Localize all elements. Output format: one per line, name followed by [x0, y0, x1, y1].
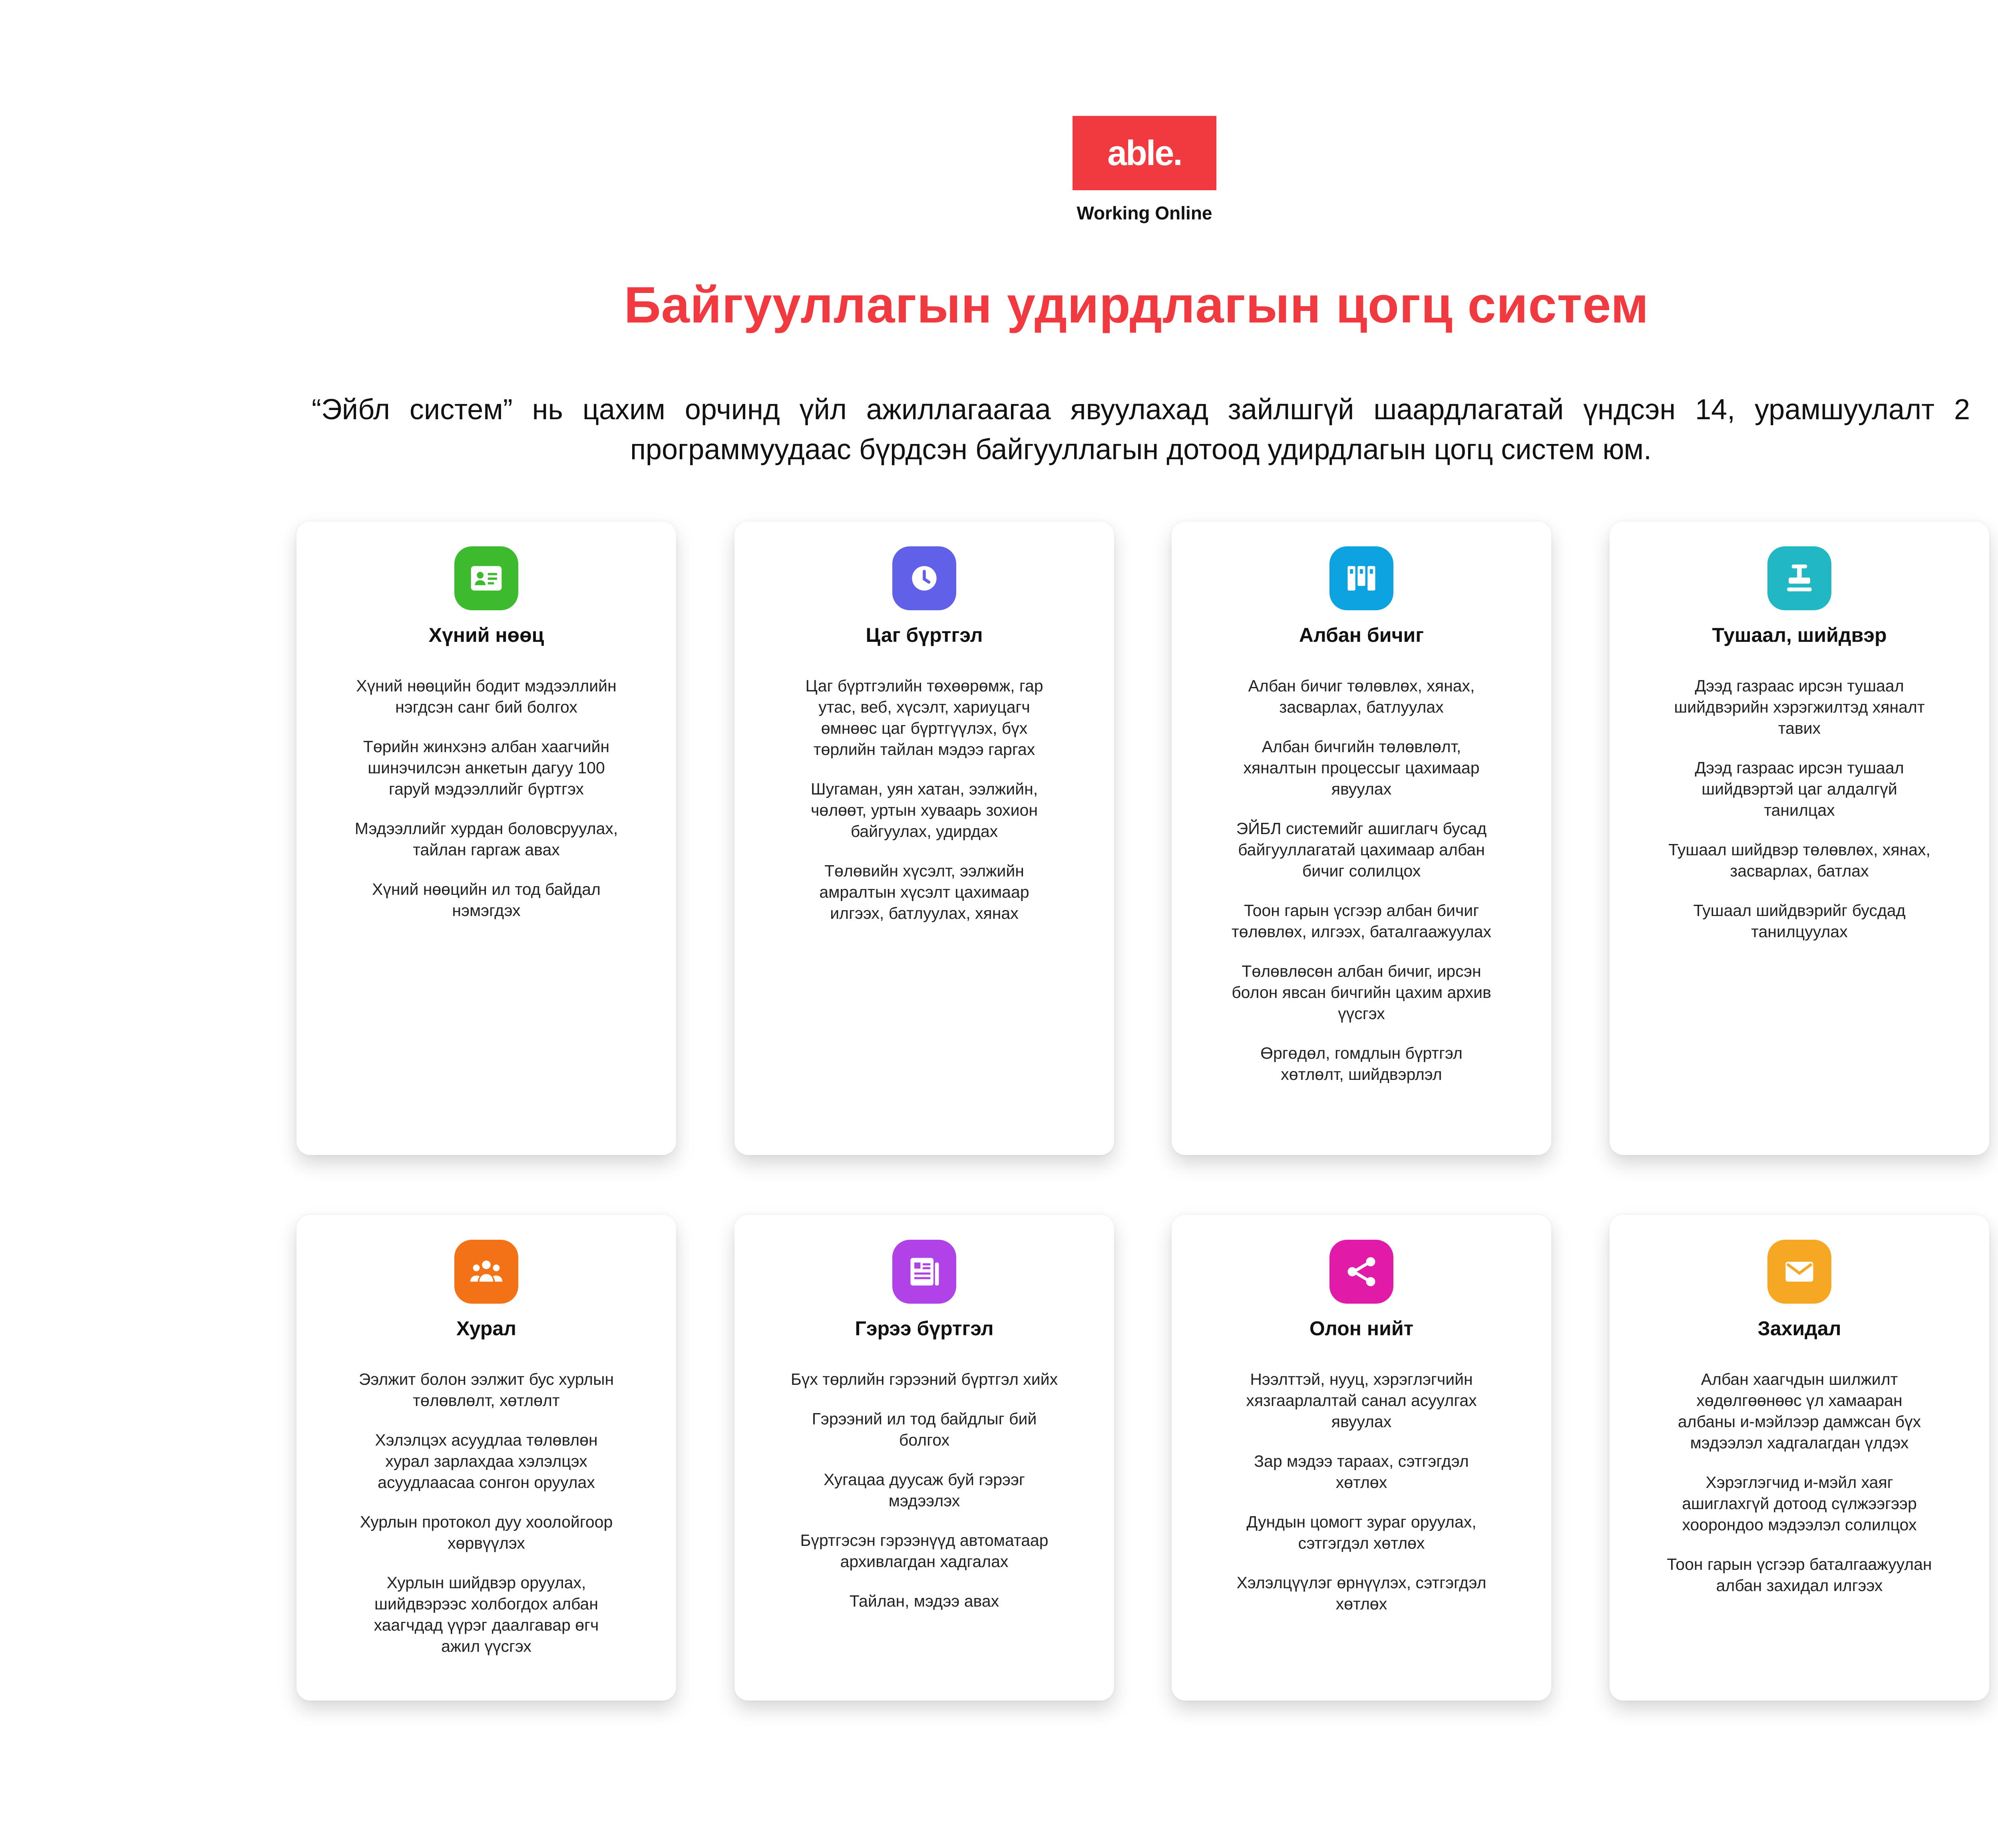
card-title: Цаг бүртгэл: [866, 624, 983, 646]
card-item: Шугаман, уян хатан, ээлжийн, чөлөөт, уртын хуваарь зохион байгуулах, удирдах: [810, 780, 1038, 840]
card-item: Тоон гарын үсгээр баталгаажуулан албан захидал илгээх: [1667, 1555, 1932, 1595]
contract-icon: [892, 1240, 956, 1304]
card-item: Хүний нөөцийн бодит мэдээллийн нэгдсэн санг бий болгох: [356, 677, 617, 716]
card-item: Хурлын протокол дуу хоолойгоор хөрвүүлэх: [360, 1513, 613, 1552]
card-item: Бүртгэсэн гэрээнүүд автоматаар архивлагдан хадгалах: [800, 1531, 1049, 1571]
card-title: Хүний нөөц: [428, 624, 544, 646]
card-title: Албан бичиг: [1299, 624, 1424, 646]
card-item: Тушаал шийдвэр төлөвлөх, хянах, засварлах, батлах: [1668, 840, 1930, 880]
card-item: Хэрэглэгчид и-мэйл хаяг ашиглахгүй дотоод сүлжээгээр хоорондоо мэдээлэл солилцох: [1682, 1473, 1917, 1534]
card-item: Нээлттэй, нууц, хэрэглэгчийн хязгаарлалтай санал асуулгах явуулах: [1246, 1370, 1477, 1431]
card-item: Дээд газраас ирсэн тушаал шийдвэрийн хэрэгжилтэд хяналт тавих: [1674, 677, 1925, 737]
card-title: Тушаал, шийдвэр: [1712, 624, 1887, 646]
card-meeting: [297, 1215, 676, 1701]
card-item: Төлөвлөсөн албан бичиг, ирсэн болон явсан бичгийн цахим архив үүсгэх: [1232, 962, 1491, 1023]
able-logo: able.: [1073, 116, 1216, 190]
share-icon: [1329, 1240, 1393, 1304]
card-item: Тайлан, мэдээ авах: [849, 1592, 999, 1610]
clock-icon: [892, 546, 956, 610]
card-item: Хурлын шийдвэр оруулах, шийдвэрээс холбогдох албан хаагчдад үүрэг даалгавар өгч ажил үүсгэх: [374, 1573, 599, 1655]
card-item: Тоон гарын үсгээр албан бичиг төлөвлөх, илгээх, баталгаажуулах: [1232, 901, 1491, 941]
card-item: Зар мэдээ тараах, сэтгэгдэл хөтлөх: [1254, 1452, 1469, 1492]
id-card-icon: [454, 546, 518, 610]
card-mail: [1610, 1215, 1989, 1701]
card-item: Албан хаагчдын шилжилт хөдөлгөөнөөс үл хамааран албаны и-мэйлээр дамжсан бүх мэдээлэл хадгалагдан үлдэх: [1678, 1370, 1921, 1452]
card-title: Хурал: [456, 1317, 516, 1340]
card-item: Дээд газраас ирсэн тушаал шийдвэртэй цаг алдалгүй танилцах: [1695, 759, 1904, 819]
card-item: Хүний нөөцийн ил тод байдал нэмэгдэх: [372, 880, 601, 920]
card-official-letter: [1172, 522, 1551, 1155]
card-item: Хэлэлцүүлэг өрнүүлэх, сэтгэгдэл хөтлөх: [1236, 1573, 1487, 1613]
card-item: Өргөдөл, гомдлын бүртгэл хөтлөлт, шийдвэрлэл: [1260, 1044, 1463, 1083]
tagline: Working Online: [1077, 203, 1212, 223]
people-icon: [454, 1240, 518, 1304]
stamp-icon: [1767, 546, 1831, 610]
card-public: [1172, 1215, 1551, 1701]
folders-icon: [1329, 546, 1393, 610]
card-contract: [734, 1215, 1114, 1701]
card-item: Хэлэлцэх асуудлаа төлөвлөн хурал зарлахдаа хэлэлцэх асуудлаасаа сонгон оруулах: [375, 1431, 598, 1492]
card-item: Хугацаа дуусаж буй гэрээг мэдээлэх: [824, 1470, 1025, 1510]
card-item: Мэдээллийг хурдан боловсруулах, тайлан гаргаж авах: [354, 819, 618, 859]
card-title: Захидал: [1757, 1317, 1841, 1340]
card-item: Төлөвийн хүсэлт, ээлжийн амралтын хүсэлт цахимаар илгээх, батлуулах, хянах: [819, 862, 1029, 922]
card-item: ЭЙБЛ системийг ашиглагч бусад байгууллагатай цахимаар албан бичиг солилцох: [1236, 819, 1487, 880]
card-item: Бүх төрлийн гэрээний бүртгэл хийх: [790, 1370, 1058, 1388]
card-orders: [1610, 522, 1989, 1155]
card-item: Дундын цомогт зураг оруулах, сэтгэгдэл хөтлөх: [1246, 1513, 1477, 1552]
card-time-tracking: [734, 522, 1114, 1155]
card-item: Албан бичгийн төлөвлөлт, хяналтын процессыг цахимаар явуулах: [1243, 737, 1480, 798]
card-item: Төрийн жинхэнэ албан хаагчийн шинэчилсэн анкетын дагуу 100 гаруй мэдээллийг бүртгэх: [363, 737, 610, 798]
card-title: Олон нийт: [1309, 1317, 1414, 1340]
card-item: Тушаал шийдвэрийг бусдад танилцуулах: [1693, 901, 1906, 941]
envelope-icon: [1767, 1240, 1831, 1304]
card-item: Ээлжит болон ээлжит бус хурлын төлөвлөлт, хөтлөлт: [358, 1370, 614, 1410]
brand: [1073, 116, 1216, 224]
card-title: Гэрээ бүртгэл: [855, 1317, 994, 1340]
card-item: Албан бичиг төлөвлөх, хянах, засварлах, батлуулах: [1248, 677, 1475, 716]
page-title: Байгууллагын удирдлагын цогц систем: [624, 277, 1649, 334]
card-item: Цаг бүртгэлийн төхөөрөмж, гар утас, веб, хүсэлт, хариуцагч өмнөөс цаг бүртгүүлэх, бүх төрлийн тайлан мэдээ гаргах: [805, 677, 1043, 759]
card-hr: [297, 522, 676, 1155]
intro-paragraph: “Эйбл систем” нь цахим орчинд үйл ажиллагаагаа явуулахад зайлшгүй шаардлагатай үндсэн 14, урамшуулалт 2 программуудаас бүрдсэн байгууллагын дотоод удирдлагын цогц систем юм.: [312, 394, 1970, 466]
card-item: Гэрээний ил тод байдлыг бий болгох: [812, 1410, 1037, 1449]
